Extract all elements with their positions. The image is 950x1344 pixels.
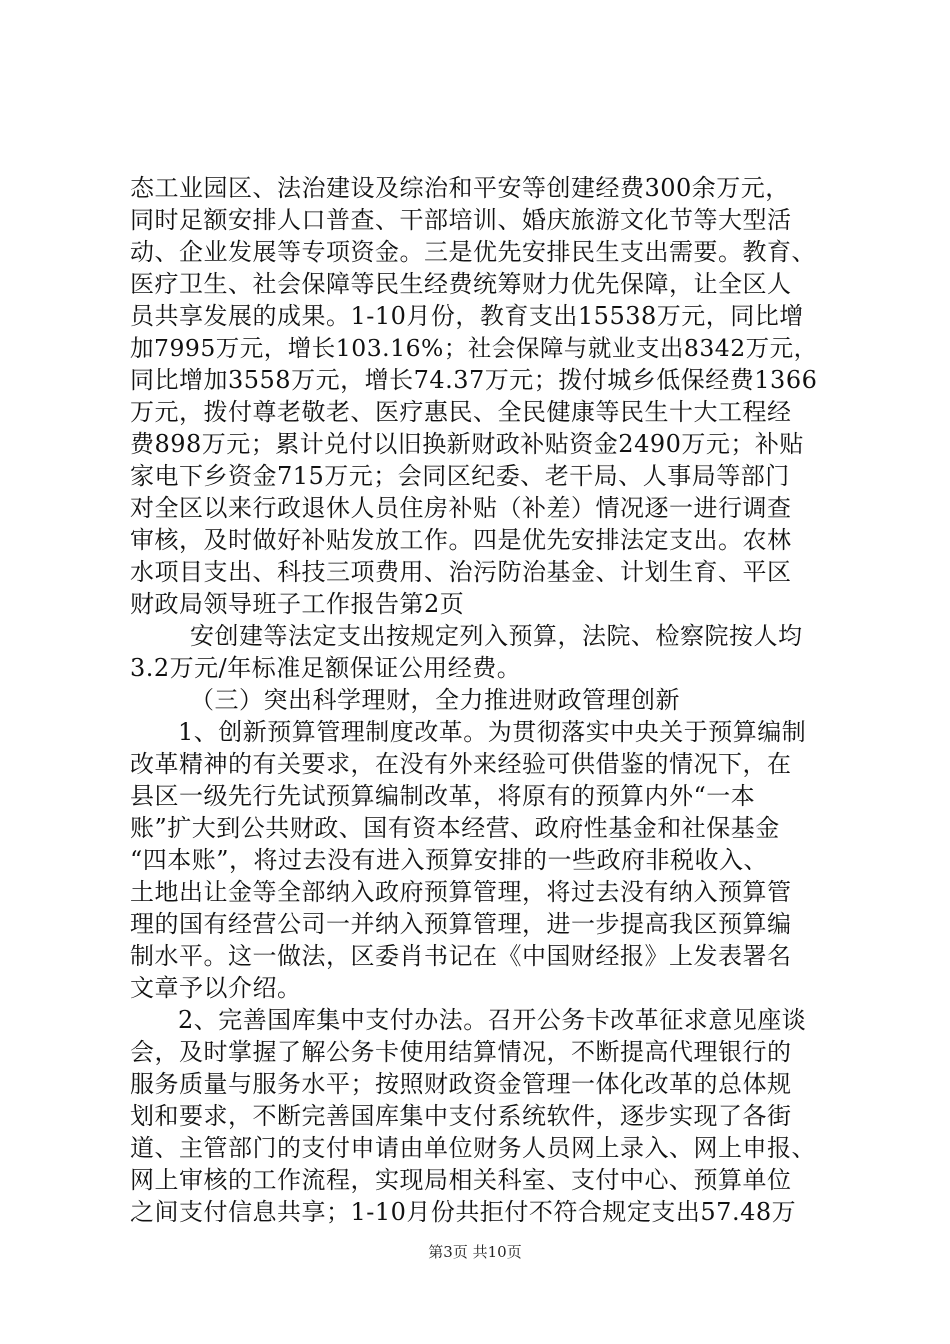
text-line: 账”扩大到公共财政、国有资本经营、政府性基金和社保基金 bbox=[130, 814, 780, 842]
text-line: 同时足额安排人口普查、干部培训、婚庆旅游文化节等大型活 bbox=[130, 206, 792, 234]
text-line: 态工业园区、法治建设及综治和平安等创建经费300余万元， bbox=[130, 174, 790, 202]
text-line: 员共享发展的成果。1-10月份，教育支出15538万元，同比增 bbox=[130, 302, 804, 330]
text-line: 医疗卫生、社会保障等民生经费统筹财力优先保障，让全区人 bbox=[130, 270, 792, 298]
document-body bbox=[130, 172, 830, 1228]
text-line: 财政局领导班子工作报告第2页 bbox=[130, 590, 465, 618]
text-line: 2、完善国库集中支付办法。召开公务卡改革征求意见座谈 bbox=[178, 1006, 807, 1034]
text-line: 理的国有经营公司一并纳入预算管理，进一步提高我区预算编 bbox=[130, 910, 792, 938]
text-line: 加7995万元，增长103.16%；社会保障与就业支出8342万元， bbox=[130, 334, 818, 362]
text-line: 文章予以介绍。 bbox=[130, 974, 302, 1002]
text-line: 划和要求，不断完善国库集中支付系统软件，逐步实现了各街 bbox=[130, 1102, 792, 1130]
text-line: 1、创新预算管理制度改革。为贯彻落实中央关于预算编制 bbox=[178, 718, 807, 746]
text-line: 土地出让金等全部纳入政府预算管理，将过去没有纳入预算管 bbox=[130, 878, 792, 906]
text-line: 万元，拨付尊老敬老、医疗惠民、全民健康等民生十大工程经 bbox=[130, 398, 792, 426]
text-line: 之间支付信息共享；1-10月份共拒付不符合规定支出57.48万 bbox=[130, 1198, 797, 1226]
text-line: 对全区以来行政退休人员住房补贴（补差）情况逐一进行调查 bbox=[130, 494, 792, 522]
text-line: 网上审核的工作流程，实现局相关科室、支付中心、预算单位 bbox=[130, 1166, 792, 1194]
text-line: 制水平。这一做法，区委肖书记在《中国财经报》上发表署名 bbox=[130, 942, 792, 970]
text-line: 县区一级先行先试预算编制改革，将原有的预算内外“一本 bbox=[130, 782, 756, 810]
text-line: 动、企业发展等专项资金。三是优先安排民生支出需要。教育、 bbox=[130, 238, 816, 266]
text-line: 水项目支出、科技三项费用、治污防治基金、计划生育、平区 bbox=[130, 558, 792, 586]
text-line: 服务质量与服务水平；按照财政资金管理一体化改革的总体规 bbox=[130, 1070, 792, 1098]
text-line: 改革精神的有关要求，在没有外来经验可供借鉴的情况下，在 bbox=[130, 750, 792, 778]
text-line: 道、主管部门的支付申请由单位财务人员网上录入、网上申报、 bbox=[130, 1134, 816, 1162]
text-line: （三）突出科学理财，全力推进财政管理创新 bbox=[190, 686, 680, 714]
text-line: 费898万元；累计兑付以旧换新财政补贴资金2490万元；补贴 bbox=[130, 430, 804, 458]
text-line: 审核，及时做好补贴发放工作。四是优先安排法定支出。农林 bbox=[130, 526, 792, 554]
text-line: 同比增加3558万元，增长74.37万元；拨付城乡低保经费1366 bbox=[130, 366, 818, 394]
text-line: 家电下乡资金715万元；会同区纪委、老干局、人事局等部门 bbox=[130, 462, 790, 490]
text-line: 安创建等法定支出按规定列入预算，法院、检察院按人均 bbox=[190, 622, 803, 650]
text-line: “四本账”，将过去没有进入预算安排的一些政府非税收入、 bbox=[130, 846, 769, 874]
text-line: 会，及时掌握了解公务卡使用结算情况，不断提高代理银行的 bbox=[130, 1038, 792, 1066]
page-footer: 第3页 共10页 bbox=[428, 1243, 522, 1261]
text-line: 3.2万元/年标准足额保证公用经费。 bbox=[130, 654, 522, 682]
